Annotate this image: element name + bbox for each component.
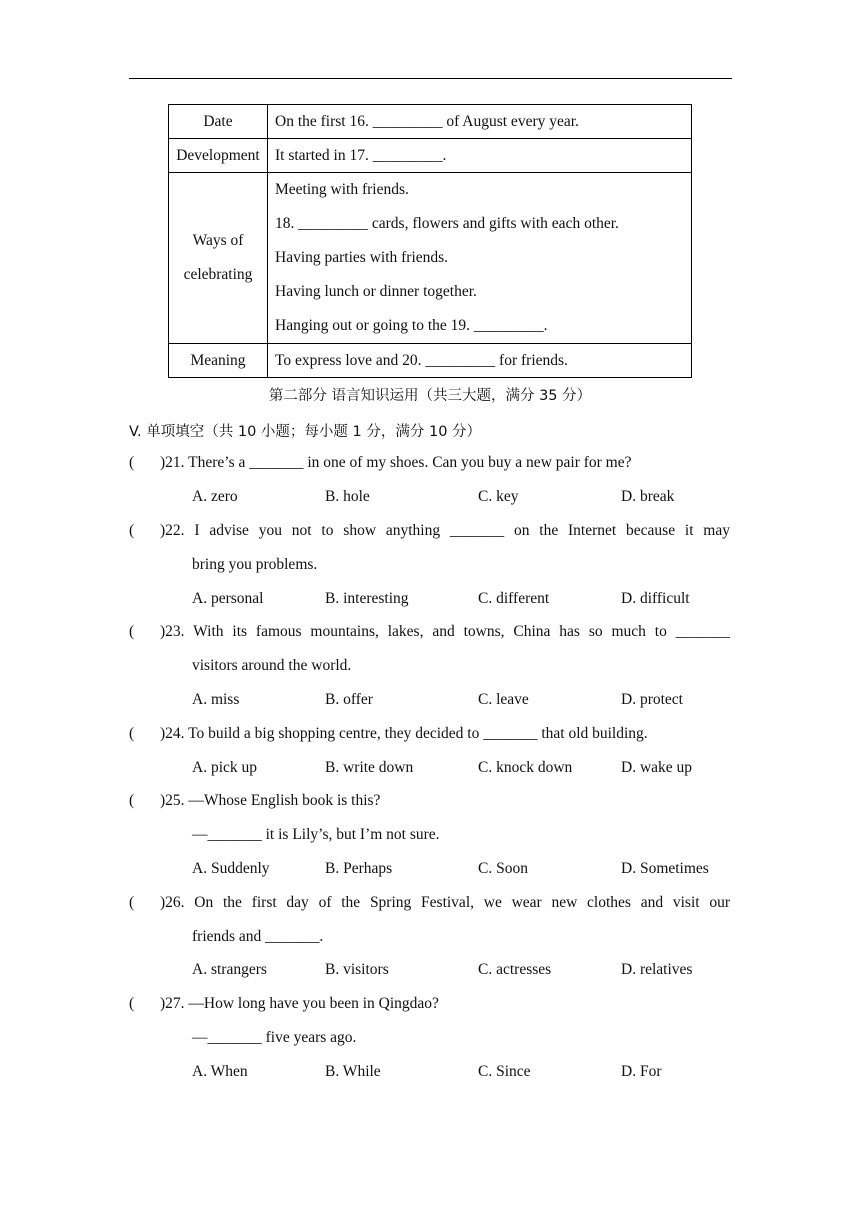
row-key: Date — [169, 105, 268, 139]
question-stem: )22. I advise you not to show anything _______ on the Internet because it may — [160, 522, 730, 539]
list-item: Meeting with friends. — [275, 181, 409, 198]
option-b: B. While — [325, 1063, 381, 1080]
option-a: A. Suddenly — [192, 860, 270, 877]
row-value: It started in 17. _________. — [268, 139, 692, 173]
answer-paren: ( — [129, 522, 135, 539]
header-rule — [129, 78, 732, 79]
option-d: D. protect — [621, 691, 683, 708]
table-row — [169, 173, 692, 344]
option-b: B. interesting — [325, 590, 409, 607]
option-b: B. Perhaps — [325, 860, 393, 877]
row-key: Development — [169, 139, 268, 173]
row-key — [169, 173, 268, 344]
option-b: B. write down — [325, 759, 414, 776]
row-value: On the first 16. _________ of August every year. — [268, 105, 692, 139]
option-c: C. leave — [478, 691, 529, 708]
list-item: 18. _________ cards, flowers and gifts with each other. — [275, 215, 619, 232]
option-c: C. different — [478, 590, 550, 607]
question-stem: )27. —How long have you been in Qingdao? — [160, 995, 439, 1012]
question-stem: )24. To build a big shopping centre, they decided to _______ that old building. — [160, 725, 648, 742]
table-row — [169, 105, 692, 139]
question-stem-cont: visitors around the world. — [192, 657, 352, 674]
option-b: B. visitors — [325, 961, 389, 978]
list-item: Having lunch or dinner together. — [275, 283, 477, 300]
option-a: A. When — [192, 1063, 248, 1080]
row-key-line: celebrating — [183, 266, 253, 283]
answer-paren: ( — [129, 623, 135, 640]
option-d: D. wake up — [621, 759, 693, 776]
row-value — [268, 173, 692, 344]
answer-paren: ( — [129, 454, 135, 471]
option-a: A. personal — [192, 590, 264, 607]
option-c: C. Soon — [478, 860, 528, 877]
part-title: V. 单项填空（共 10 小题；每小题 1 分，满分 10 分） — [129, 424, 482, 440]
option-a: A. miss — [192, 691, 240, 708]
list-item: Hanging out or going to the 19. _________. — [275, 317, 548, 334]
question-stem: )25. —Whose English book is this? — [160, 792, 381, 809]
row-key: Meaning — [169, 344, 268, 378]
question-stem-cont: —_______ it is Lily’s, but I’m not sure. — [192, 826, 440, 843]
option-c: C. key — [478, 488, 519, 505]
question-stem-cont: —_______ five years ago. — [192, 1029, 357, 1046]
option-d: D. break — [621, 488, 675, 505]
list-item: Having parties with friends. — [275, 249, 449, 266]
option-c: C. Since — [478, 1063, 531, 1080]
option-b: B. offer — [325, 691, 373, 708]
answer-paren: ( — [129, 894, 135, 911]
question-stem: )21. There’s a _______ in one of my shoes. Can you buy a new pair for me? — [160, 454, 632, 471]
row-value: To express love and 20. _________ for friends. — [268, 344, 692, 378]
option-a: A. zero — [192, 488, 238, 505]
option-d: D. Sometimes — [621, 860, 709, 877]
festival-info-table — [168, 104, 692, 378]
option-a: A. pick up — [192, 759, 258, 776]
question-stem: )23. With its famous mountains, lakes, and towns, China has so much to _______ — [160, 623, 730, 640]
question-stem-cont: friends and _______. — [192, 928, 324, 945]
option-d: D. For — [621, 1063, 662, 1080]
row-key-line: Ways of — [192, 232, 244, 249]
option-c: C. actresses — [478, 961, 552, 978]
option-d: D. difficult — [621, 590, 690, 607]
question-stem: )26. On the first day of the Spring Festival, we wear new clothes and visit our — [160, 894, 730, 911]
option-d: D. relatives — [621, 961, 693, 978]
answer-paren: ( — [129, 995, 135, 1012]
table-row — [169, 139, 692, 173]
answer-paren: ( — [129, 725, 135, 742]
question-stem-cont: bring you problems. — [192, 556, 318, 573]
option-b: B. hole — [325, 488, 370, 505]
option-a: A. strangers — [192, 961, 267, 978]
option-c: C. knock down — [478, 759, 573, 776]
answer-paren: ( — [129, 792, 135, 809]
table-row — [169, 344, 692, 378]
section-title: 第二部分 语言知识运用（共三大题，满分 35 分） — [268, 388, 592, 404]
